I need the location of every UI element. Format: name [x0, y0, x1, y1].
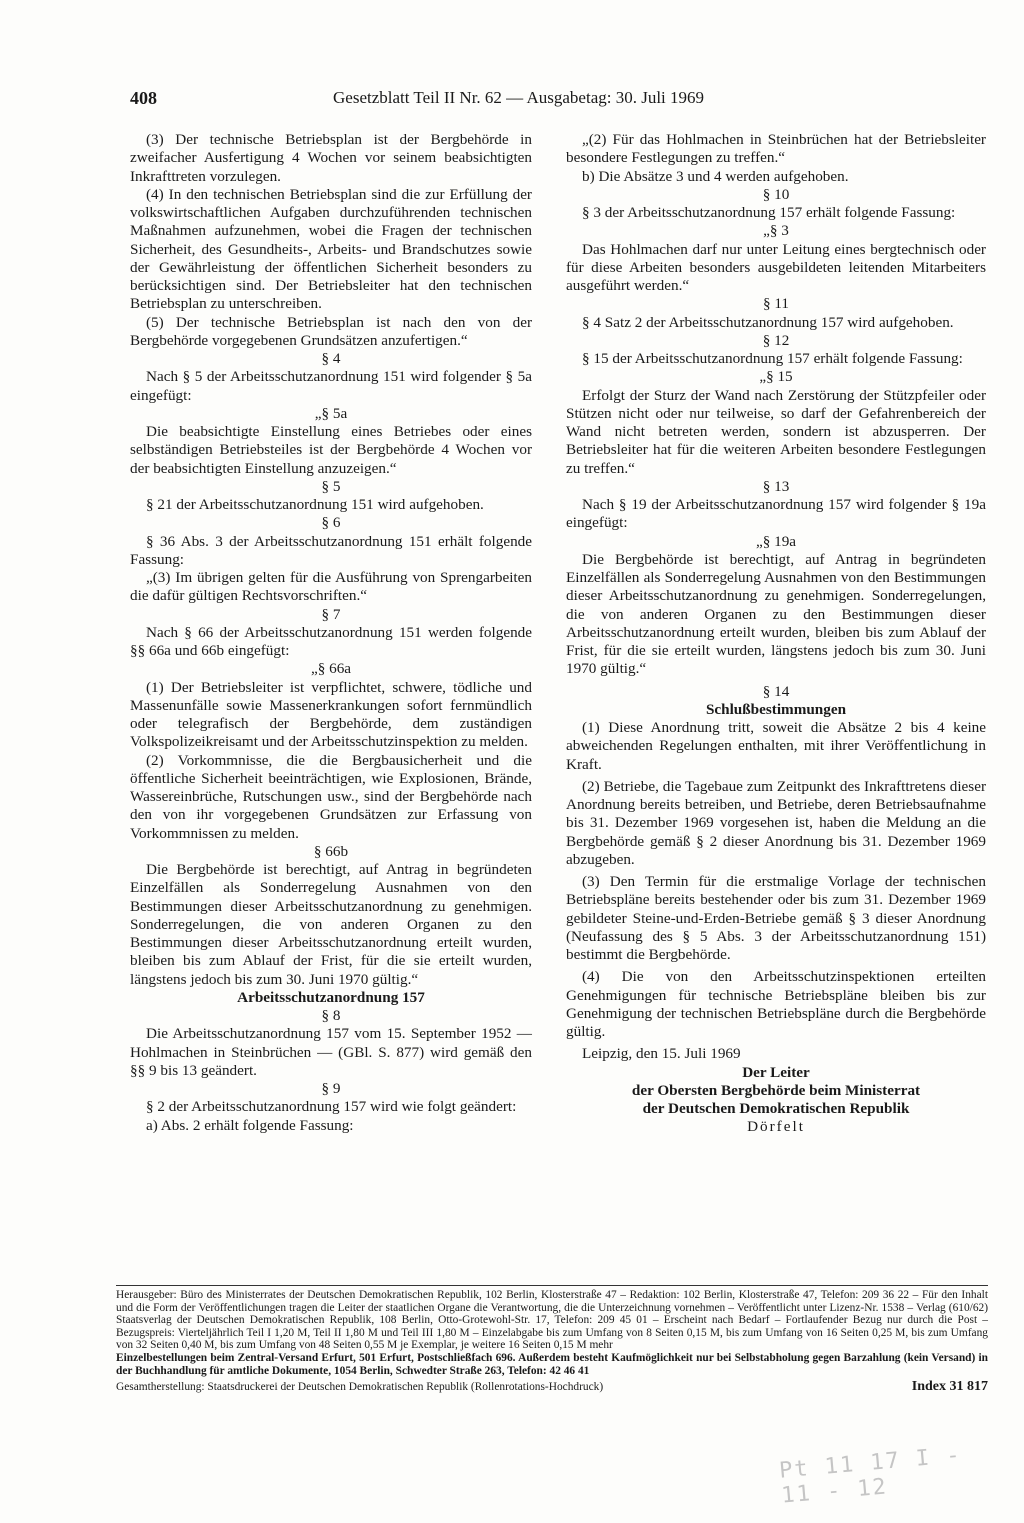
- paragraph: (2) Betriebe, die Tagebaue zum Zeitpunkt des Inkrafttretens dieser Anordnung bereits betreiben, und Betriebe, deren Betriebsaufnahme bis 31. Dezember 1969 vorgesehen ist, haben die Meldung an die Bergbehörde gemäß § 2 dieser Anordnung bis 31. Dezember 1969 abzugeben.: [566, 777, 986, 868]
- section-heading: § 13: [762, 477, 790, 495]
- paragraph: „(2) Für das Hohlmachen in Steinbrüchen hat der Betriebsleiter besondere Festlegungen zu treffen.“: [566, 131, 986, 167]
- index-number: Index 31 817: [911, 1379, 988, 1395]
- section-heading: § 66b: [313, 842, 349, 860]
- paragraph: Erfolgt der Sturz der Wand nach Zerstörung der Stützpfeiler oder Stützen nicht oder nur teilweise, so darf der Gefahrenbereich der Wand nicht betreten werden, sondern ist abzusperren. Der Betriebsleiter hat für die weiteren Arbeiten besondere Festlegungen zu treffen.“: [566, 386, 986, 477]
- section-heading: Dörfelt: [747, 1118, 805, 1136]
- paragraph: „(3) Im übrigen gelten für die Ausführung von Sprengarbeiten die dafür gültigen Rechtsvorschriften.“: [130, 569, 532, 605]
- section-heading: „§ 3: [763, 222, 789, 240]
- paragraph: (2) Vorkommnisse, die die Bergbausicherheit und die öffentliche Sicherheit beeinträchtigen, wie Explosionen, Brände, Wassereinbrüche, Rutschungen usw., sind der Bergbehörde nach den von ihr vorgegebenen Grundsätzen zur Erfassung von Vorkommnissen zu melden.: [130, 751, 532, 842]
- section-heading: „§ 19a: [755, 532, 797, 550]
- paragraph: Nach § 5 der Arbeitsschutzanordnung 151 wird folgender § 5a eingefügt:: [130, 368, 532, 404]
- section-heading: § 9: [321, 1080, 341, 1097]
- left-column: [130, 131, 532, 1135]
- section-heading: Schlußbestimmungen: [705, 700, 847, 718]
- section-heading: „§ 5a: [314, 404, 348, 422]
- paragraph: Die beabsichtigte Einstellung eines Betriebes oder eines selbständigen Betriebsteiles ist der Bergbehörde 4 Wochen vor der beabsichtigten Einstellung anzuzeigen.“: [130, 423, 532, 477]
- page-header: [130, 88, 990, 110]
- section-heading: § 14: [762, 682, 790, 700]
- paragraph: b) Die Absätze 3 und 4 werden aufgehoben.: [582, 167, 849, 185]
- paragraph: (3) Der technische Betriebsplan ist der Bergbehörde in zweifacher Ausfertigung 4 Wochen vor seinem beabsichtigten Inkrafttreten vorzulegen.: [130, 131, 532, 185]
- section-heading: Arbeitsschutzanordnung 157: [237, 988, 425, 1006]
- publisher-imprint: Herausgeber: Büro des Ministerrates der Deutschen Demokratischen Republik, 102 Berlin, Klosterstraße 47 – Redaktion: 102 Berlin, Klosterstraße 47, Telefon: 209 36 22 – Für den Inhalt und die Form der Veröffentlichungen tragen die Leiter der staatlichen Organe die Verantwortung, die die Unterzeichnung vornehmen – Veröffentlicht unter Lizenz-Nr. 1538 – Verlag (610/62) Staatsverlag der Deutschen Demokratischen Republik, 108 Berlin, Otto-Grotewohl-Str. 17, Telefon: 209 45 01 – Erscheint nach Bedarf – Fortlaufender Bezug nur durch die Post – Bezugspreis: Vierteljährlich Teil I 1,20 M, Teil II 1,80 M und Teil III 1,80 M – Einzelabgabe bis zum Umfang von 8 Seiten 0,15 M, bis zum Umfang von 16 Seiten 0,25 M, bis zum Umfang von 32 Seiten 0,40 M, bis zum Umfang von 48 Seiten 0,55 M je Exemplar, je weitere 16 Seiten 0,15 M mehr: [116, 1289, 988, 1352]
- section-heading: § 5: [321, 477, 341, 495]
- section-heading: § 12: [762, 331, 790, 349]
- paragraph: § 36 Abs. 3 der Arbeitsschutzanordnung 151 erhält folgende Fassung:: [130, 532, 532, 568]
- imprint-footer: [116, 1281, 988, 1394]
- paragraph: (4) In den technischen Betriebsplan sind die zur Erfüllung der volkswirtschaftlichen Aufgaben durchzuführenden technischen Maßnahmen aufzunehmen, wobei die Fragen der technischen Sicherheit, des Gesundheits-, Arbeits- und Brandschutzes sowie der Gewährleistung der öffentlichen Sicherheit besonders zu berücksichtigen sind. Der Betriebsleiter hat den technischen Betriebsplan zu unterschreiben.: [130, 185, 532, 313]
- section-heading: § 6: [321, 514, 341, 532]
- section-heading: § 11: [762, 295, 789, 313]
- paragraph: Nach § 19 der Arbeitsschutzanordnung 157 wird folgender § 19a eingefügt:: [566, 496, 986, 532]
- paragraph: Nach § 66 der Arbeitsschutzanordnung 151 werden folgende §§ 66a und 66b eingefügt:: [130, 623, 532, 659]
- paragraph: a) Abs. 2 erhält folgende Fassung:: [146, 1116, 354, 1134]
- right-column: [566, 131, 986, 1137]
- paragraph: Die Bergbehörde ist berechtigt, auf Antrag in begründeten Einzelfällen als Sonderregelung Ausnahmen von den Bestimmungen dieser Arbeitsschutzanordnung zu genehmigen. Sonderregelungen, die von anderen Organen zu den Bestimmungen dieser Arbeitsschutzanordnung erteilt wurden, bleiben bis zum Ablauf der Frist, für die sie erteilt wurden, längstens jedoch bis zum 30. Juni 1970 gültig.“: [566, 550, 986, 678]
- paragraph: Leipzig, den 15. Juli 1969: [582, 1045, 741, 1063]
- section-heading: „§ 15: [759, 368, 793, 386]
- paragraph: (4) Die von den Arbeitsschutzinspektionen erteilten Genehmigungen für technische Betriebspläne bleiben bis zur Genehmigung der technischen Betriebspläne durch die Bergbehörde gültig.: [566, 968, 986, 1040]
- section-heading: § 10: [762, 185, 790, 203]
- paragraph: (3) Den Termin für die erstmalige Vorlage der technischen Betriebspläne bereits bestehender oder bis zum 31. Dezember 1969 gebildeter Steine-und-Erden-Betriebe gemäß § 3 dieser Anordnung (Neufassung des § 5 Abs. 3 der Arbeitsschutzanordnung 151) bestimmt die Bergbehörde.: [566, 873, 986, 963]
- printer-info: Gesamtherstellung: Staatsdruckerei der Deutschen Demokratischen Republik (Rollenrotations-Hochdruck): [116, 1381, 604, 1394]
- section-heading: der Deutschen Demokratischen Republik: [642, 1100, 910, 1117]
- paragraph: § 4 Satz 2 der Arbeitsschutzanordnung 157 wird aufgehoben.: [582, 313, 954, 331]
- page-number: 408: [130, 88, 157, 108]
- order-info: Einzelbestellungen beim Zentral-Versand Erfurt, 501 Erfurt, Postschließfach 696. Außerdem besteht Kaufmöglichkeit nur bei Selbstabholung gegen Barzahlung (kein Versand) in der Buchhandlung für amtliche Dokumente, 1054 Berlin, Schwedter Straße 263, Telefon: 42 46 41: [116, 1351, 988, 1377]
- paragraph: § 2 der Arbeitsschutzanordnung 157 wird wie folgt geändert:: [146, 1098, 517, 1116]
- paragraph: Die Arbeitsschutzanordnung 157 vom 15. September 1952 — Hohlmachen in Steinbrüchen — (GBl. S. 877) wird gemäß den §§ 9 bis 13 geändert.: [130, 1025, 532, 1079]
- section-heading: § 4: [321, 350, 341, 367]
- archive-stamp: Pt 11 17 I - 11 - 12: [778, 1442, 963, 1509]
- paragraph: § 15 der Arbeitsschutzanordnung 157 erhält folgende Fassung:: [582, 350, 963, 367]
- paragraph: Das Hohlmachen darf nur unter Leitung eines bergtechnisch oder für diese Arbeiten besonders ausgebildeten leitenden Mitarbeiters ausgeführt werden.“: [566, 240, 986, 294]
- gazette-title: Gesetzblatt Teil II Nr. 62 — Ausgabetag: 30. Juli 1969: [333, 88, 705, 107]
- paragraph: (1) Diese Anordnung tritt, soweit die Absätze 2 bis 4 keine abweichenden Regelungen enthalten, mit ihrer Veröffentlichung in Kraft.: [566, 719, 986, 773]
- section-heading: „§ 66a: [310, 660, 352, 678]
- paragraph: (1) Der Betriebsleiter ist verpflichtet, schwere, tödliche und Massenunfälle sowie Massenerkrankungen sofort fernmündlich oder telegrafisch der Bergbehörde, dem zuständigen Volkspolizeikreisamt und der Arbeitsschutzinspektion zu melden.: [130, 678, 532, 751]
- printer-line: [116, 1381, 988, 1394]
- paragraph: § 3 der Arbeitsschutzanordnung 157 erhält folgende Fassung:: [582, 204, 956, 221]
- section-heading: der Obersten Bergbehörde beim Ministerrat: [631, 1081, 921, 1099]
- paragraph: Die Bergbehörde ist berechtigt, auf Antrag in begründeten Einzelfällen als Sonderregelung Ausnahmen von den Bestimmungen dieser Arbeitsschutzanordnung zu genehmigen. Sonderregelungen, die von anderen Organen zu den Bestimmungen dieser Arbeitsschutzanordnung erteilt wurden, bleiben bis zum Ablauf der Frist, für die sie erteilt wurden, längstens jedoch bis zum 30. Juni 1970 gültig.“: [130, 861, 532, 988]
- paragraph: (5) Der technische Betriebsplan ist nach den von der Bergbehörde vorgegebenen Grundsätzen anzufertigen.“: [130, 313, 532, 349]
- section-heading: § 7: [321, 605, 341, 623]
- section-heading: § 8: [321, 1007, 341, 1024]
- footer-rule: [116, 1285, 988, 1286]
- section-heading: Der Leiter: [742, 1063, 810, 1081]
- paragraph: § 21 der Arbeitsschutzanordnung 151 wird aufgehoben.: [146, 496, 484, 513]
